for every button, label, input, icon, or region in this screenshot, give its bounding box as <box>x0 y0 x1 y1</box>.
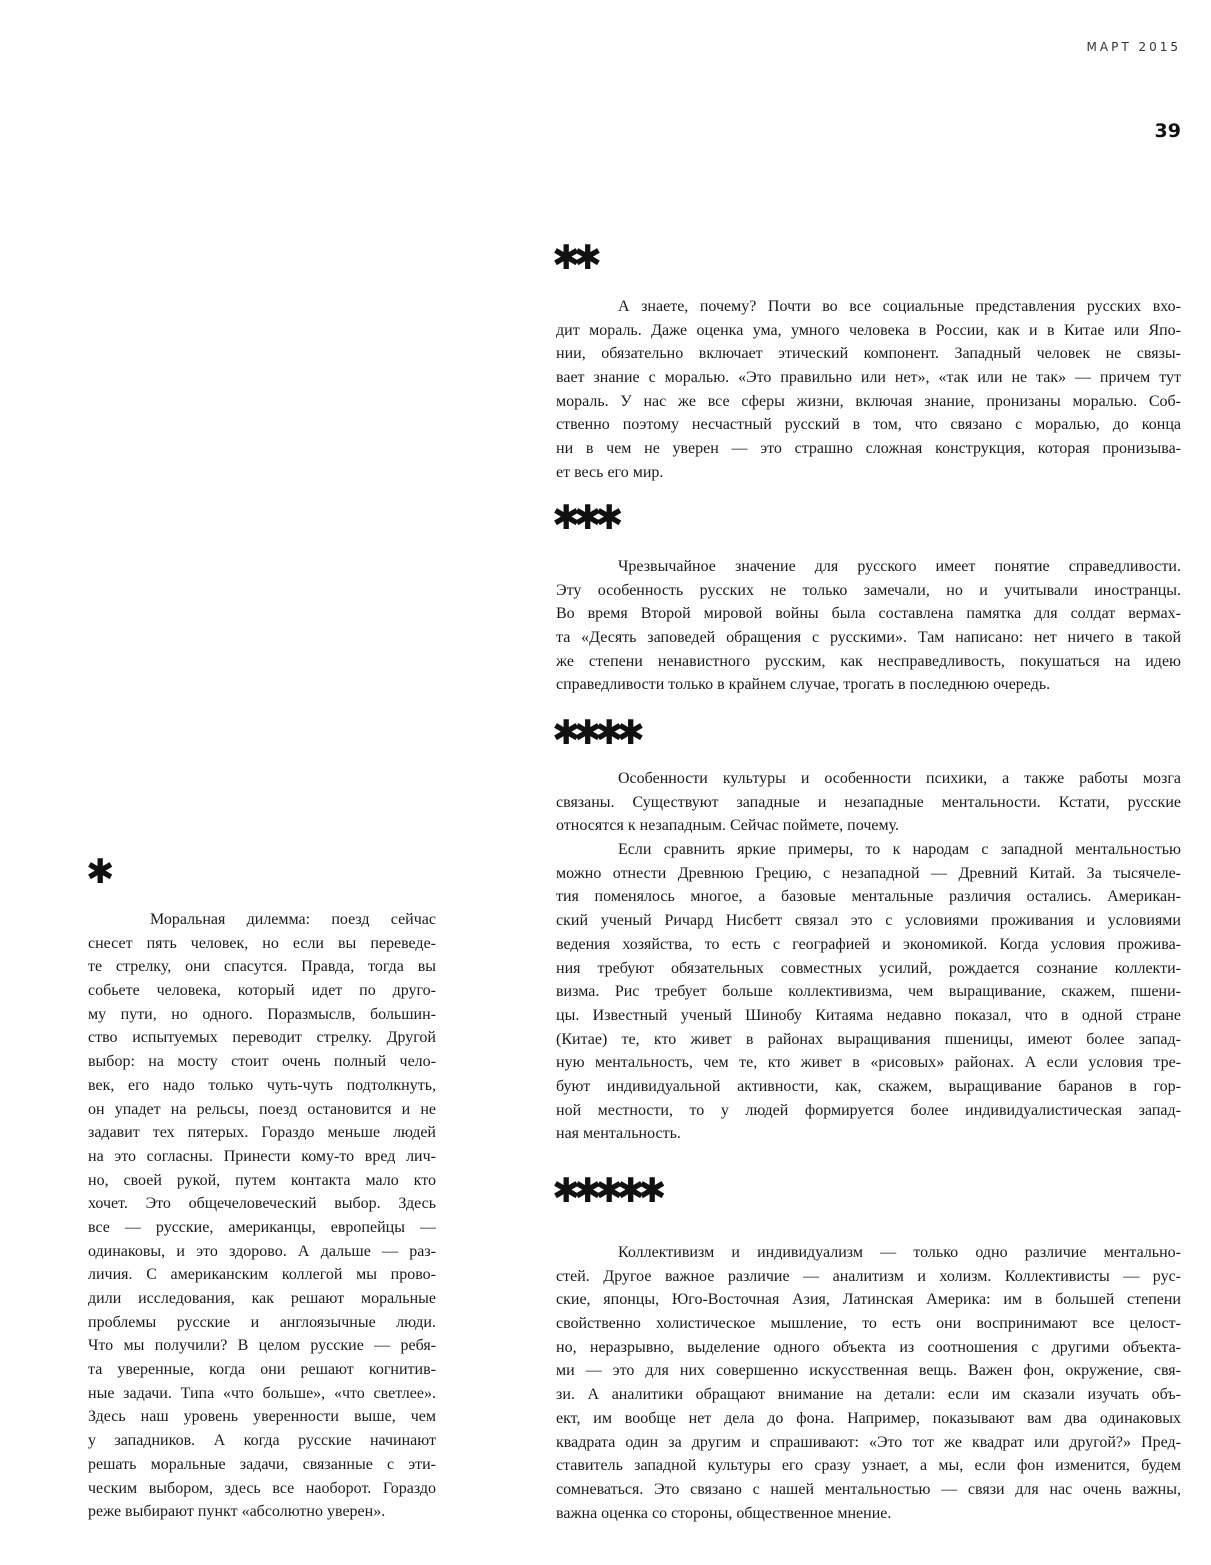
section-5-text <box>556 1241 1181 1525</box>
text-line: Что мы получили? В целом русские — ребя- <box>88 1337 436 1355</box>
text-line: та уверенные, когда они решают когнитив- <box>88 1361 436 1379</box>
text-line: Коллективизм и индивидуализм — только одно различие ментально- <box>618 1244 1181 1261</box>
text-line: относятся к незападным. Сейчас поймете, почему. <box>556 817 899 835</box>
text-line: зи. А аналитики обращают внимание на детали: если им сказали изучать объ- <box>556 1386 1181 1404</box>
text-line: хочет. Это общечеловеческий выбор. Здесь <box>88 1195 436 1213</box>
text-line: тия поменялось многое, а базовые ментальные различия остались. Американ- <box>556 888 1181 906</box>
section-1-text <box>88 908 436 1524</box>
text-line: у западников. А когда русские начинают <box>88 1432 436 1450</box>
text-line: личия. С американским коллегой мы прово- <box>88 1266 436 1284</box>
section-2-text <box>556 295 1181 485</box>
text-line: решать моральные задачи, связанные с эти- <box>88 1455 436 1473</box>
text-line: ную ментальность, чем те, кто живет в «рисовых» районах. А если условия тре- <box>556 1054 1181 1072</box>
text-line: задавит тех пятерых. Гораздо меньше людей <box>88 1124 436 1142</box>
text-line: он упадет на рельсы, поезд остановится и не <box>88 1100 436 1118</box>
text-line: вает знание с моралью. «Это правильно или нет», «так или не так» — причем тут <box>556 369 1181 387</box>
text-line: ческим выбором, здесь все наоборот. Гораздо <box>88 1479 436 1497</box>
text-line: ная ментальность. <box>556 1125 681 1143</box>
text-line: ство испытуемых переводит стрелку. Другой <box>88 1029 436 1047</box>
text-line: ные задачи. Типа «что больше», «что светлее». <box>88 1384 436 1402</box>
text-line: ведения хозяйства, то есть с географией и экономикой. Когда условия прожива- <box>556 935 1181 953</box>
text-line: му пути, но одного. Поразмыслв, большин- <box>88 1005 436 1023</box>
text-line: Особенности культуры и особенности психики, а также работы мозга <box>618 770 1181 787</box>
text-line: реже выбирают пункт «абсолютно уверен». <box>88 1503 386 1521</box>
section-marker-3: ✱✱✱ <box>552 498 617 538</box>
text-line: дит мораль. Даже оценка ума, умного человека в России, как и в Китае или Япо- <box>556 321 1181 339</box>
text-line: ставитель западной культуры его сразу узнает, а мы, если фон изменится, будем <box>556 1457 1181 1475</box>
text-line: квадрата один за другим и спрашивают: «Это тот же квадрат или другой?» Пред- <box>556 1433 1181 1451</box>
text-line: справедливости только в крайнем случае, трогать в последнюю очередь. <box>556 676 1051 694</box>
text-line: одинаковы, и это здорово. А дальше — раз- <box>88 1242 436 1260</box>
text-line: ственно поэтому несчастный русский в том, что связано с моралью, до конца <box>556 416 1181 434</box>
text-line: ния требуют обязательных совместных усилий, рождается сознание коллекти- <box>556 959 1181 977</box>
text-line: на это согласны. Принести кому-то вред лич- <box>88 1147 436 1165</box>
text-line: связаны. Существуют западные и незападные ментальности. Кстати, русские <box>556 793 1181 811</box>
text-line: Эту особенность русских не только замечали, но и учитывали иностранцы. <box>556 581 1181 599</box>
text-line: ские, японцы, Юго-Восточная Азия, Латинская Америка: им в большей степени <box>556 1291 1181 1309</box>
text-line: та «Десять заповедей обращения с русскими». Там написано: нет ничего в такой <box>556 629 1181 647</box>
section-4-text <box>556 767 1181 1146</box>
text-line: (Китае) те, кто живет в районах выращивания пшеницы, имеют более запад- <box>556 1030 1181 1048</box>
text-line: ский ученый Ричард Нисбетт связал это с условиями проживания и условиями <box>556 912 1181 930</box>
text-line: ни в чем не уверен — это страшно сложная конструкция, которая пронизыва- <box>556 440 1181 458</box>
text-line: ект, им вообще нет дела до фона. Например, показывают вам два одинаковых <box>556 1409 1181 1427</box>
section-marker-1: ✱ <box>86 852 108 892</box>
section-marker-2: ✱✱ <box>552 238 595 278</box>
text-line: сомневаться. Это связано с нашей ментальностью — связи для нас очень важны, <box>556 1480 1181 1498</box>
text-line: дили исследования, как решают моральные <box>88 1290 436 1307</box>
text-line: те стрелку, они спасутся. Правда, тогда вы <box>88 958 436 976</box>
text-line: снесет пять человек, но если вы переведе- <box>88 934 436 952</box>
text-line: проблемы русские и англоязычные люди. <box>88 1313 436 1331</box>
text-line: Чрезвычайное значение для русского имеет понятие справедливости. <box>618 558 1181 575</box>
text-line: ет весь его мир. <box>556 463 664 481</box>
text-line: выбор: на мосту стоит очень полный чело- <box>88 1053 436 1071</box>
text-line: Если сравнить яркие примеры, то к народам с западной ментальностью <box>618 841 1181 859</box>
text-line: свойственно холистическое мышление, то есть они воспринимают все целост- <box>556 1315 1181 1333</box>
text-line: нии, обязательно включает этический компонент. Западный человек не связы- <box>556 345 1181 363</box>
text-line: А знаете, почему? Почти во все социальные представления русских вхо- <box>618 298 1181 315</box>
text-line: цы. Известный ученый Шинобу Китаяма недавно показал, что в одной стране <box>556 1006 1181 1024</box>
text-line: визма. Рис требует больше коллективизма, чем выращивание, скажем, пшени- <box>556 983 1181 1001</box>
text-line: стей. Другое важное различие — аналитизм и холизм. Коллективисты — рус- <box>556 1267 1181 1285</box>
section-marker-4: ✱✱✱✱ <box>552 713 638 753</box>
text-line: собьете человека, который идет по друго- <box>88 982 436 1000</box>
text-line: Здесь наш уровень уверенности выше, чем <box>88 1408 436 1426</box>
text-line: век, его надо только чуть-чуть подтолкнуть, <box>88 1076 436 1094</box>
text-line: ми — это для них совершенно искусственная вещь. Важен фон, окружение, свя- <box>556 1362 1181 1380</box>
issue-date: МАРТ 2015 <box>1086 40 1181 54</box>
text-line: можно отнести Древнюю Грецию, с незападной — Древний Китай. За тысячеле- <box>556 864 1181 882</box>
section-3-text <box>556 555 1181 697</box>
text-line: но, неразрывно, выделение одного объекта из соотношения с другими объекта- <box>556 1338 1181 1356</box>
text-line: Во время Второй мировой войны была составлена памятка для солдат вермах- <box>556 605 1181 623</box>
text-line: но, своей рукой, путем контакта мало кто <box>88 1171 436 1189</box>
text-line: же степени ненавистного русским, как несправедливость, покушаться на идею <box>556 652 1181 670</box>
text-line: все — русские, американцы, европейцы — <box>88 1218 436 1236</box>
text-line: Моральная дилемма: поезд сейчас <box>150 911 436 928</box>
page-number: 39 <box>1154 120 1181 142</box>
text-line: важна оценка со стороны, общественное мнение. <box>556 1504 892 1522</box>
text-line: буют индивидуальной активности, как, скажем, выращивание баранов в гор- <box>556 1077 1181 1095</box>
text-line: ной местности, то у людей формируется более индивидуалистическая запад- <box>556 1101 1181 1119</box>
section-marker-5: ✱✱✱✱✱ <box>552 1171 660 1211</box>
text-line: мораль. У нас же все сферы жизни, включая знание, пронизаны моралью. Соб- <box>556 392 1181 410</box>
